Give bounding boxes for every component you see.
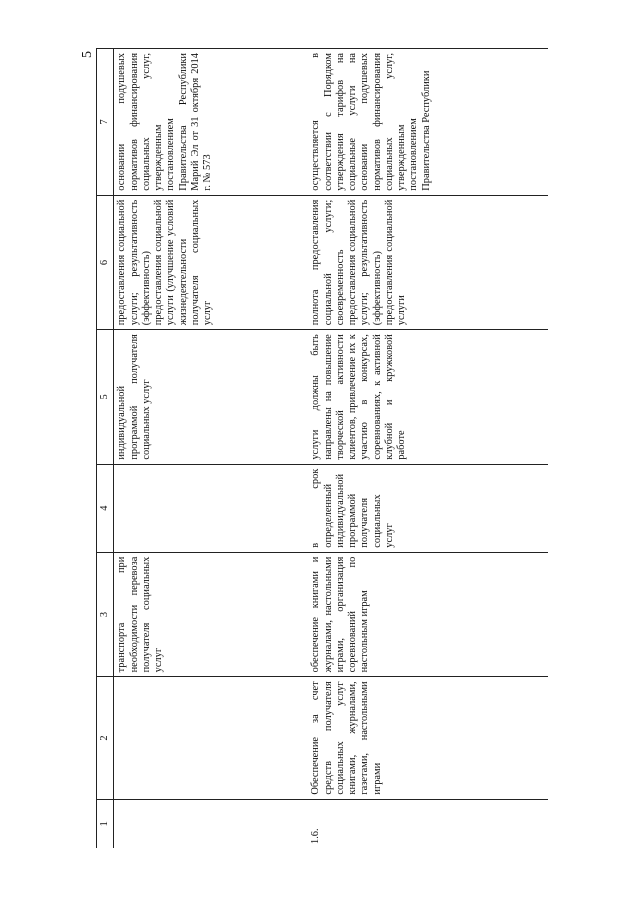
row-number-cell: 1.6. [310, 828, 322, 844]
page-number: 5 [80, 51, 95, 58]
table-header-row [97, 49, 114, 849]
header-cell: 7 [97, 49, 114, 196]
service-name-cell [114, 677, 309, 799]
service-cost-cell: осуществляется в соответствии с Порядком утверждения тарифов на социальные услуги на основании подушевых нормативов финансирования социальных услуг, утвержденным постановлением Правительства Республики [308, 49, 548, 196]
service-cost-cell: основании подушевых нормативов финансирования социальных услуг, утвержденным постановлением Правительства Республики Марий Эл от 31 октября 2014 г. № 573 [114, 49, 309, 196]
service-term-cell: в срок определенный индивидуальной программой получателя социальных услуг [308, 464, 548, 552]
service-indicators-cell: индивидуальной программой получателя социальных услуг [114, 330, 309, 464]
table-row [114, 49, 309, 849]
header-cell: 5 [97, 330, 114, 464]
service-conditions-cell: предоставления социальной услуги; результативность (эффективность) предоставления социальной услуги (улучшение условий жизнедеятельности получателя социальных услуг [114, 195, 309, 329]
service-conditions-cell: полнота предоставления социальной услуги; своевременность предоставления социальной услуги; результативность (эффективность) предоставления социальной услуги [308, 195, 548, 329]
service-standard-cell: транспорта при необходимости перевоза получателя социальных услуг [114, 552, 309, 677]
row-number-cell [114, 799, 309, 848]
header-cell: 4 [97, 464, 114, 552]
table-row [308, 49, 548, 849]
service-indicators-cell: услуги должны быть направлены на повышение творческой активности клиентов, привлечение их к участию в конкурсах, соревнованиях, к активной клубной и кружковой работе [308, 330, 548, 464]
header-cell: 1 [97, 799, 114, 848]
header-cell: 2 [97, 677, 114, 799]
services-table-container [96, 48, 556, 848]
service-standard-cell: обеспечение книгами и журналами, настольными играми, организация соревнований по настольным играм [308, 552, 548, 677]
services-table [96, 48, 548, 848]
header-cell: 3 [97, 552, 114, 677]
header-cell: 6 [97, 195, 114, 329]
service-term-cell [114, 464, 309, 552]
service-name-cell: Обеспечение за счет средств получателя социальных услуг книгами, журналами, газетами, настольными играми [308, 677, 548, 799]
